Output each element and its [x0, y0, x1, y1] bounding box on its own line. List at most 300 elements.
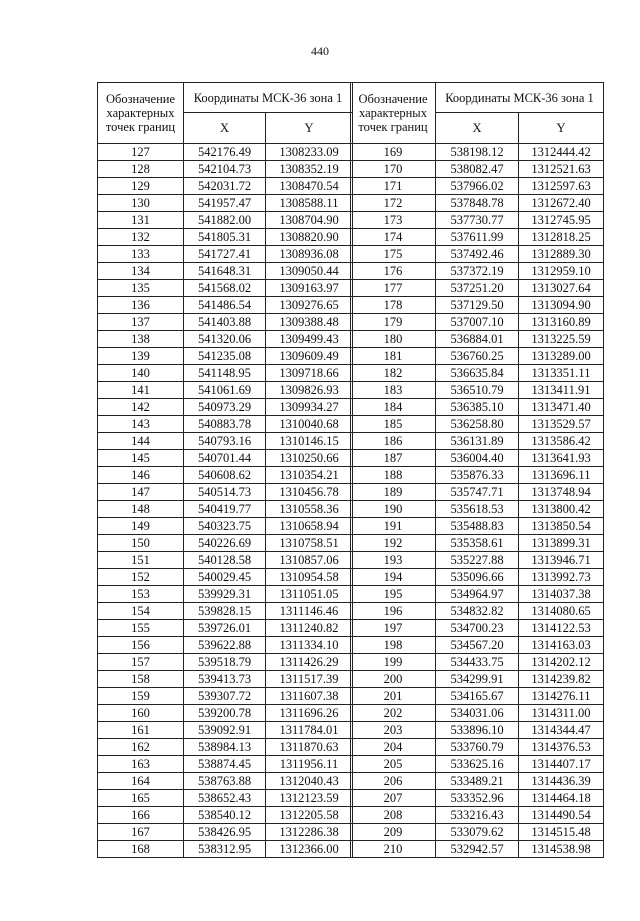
- point-number-cell: 200: [351, 671, 436, 688]
- y-coordinate-cell: 1312205.58: [266, 807, 353, 824]
- point-number-cell: 184: [351, 399, 436, 416]
- y-coordinate-cell: 1311426.29: [266, 654, 353, 671]
- table-row: [351, 739, 604, 756]
- y-coordinate-cell: 1310658.94: [266, 518, 353, 535]
- x-coordinate-cell: 540514.73: [184, 484, 266, 501]
- table-row: [98, 297, 353, 314]
- y-coordinate-cell: 1308352.19: [266, 161, 353, 178]
- table-row: [351, 841, 604, 858]
- y-coordinate-cell: 1309934.27: [266, 399, 353, 416]
- point-number-cell: 186: [351, 433, 436, 450]
- y-coordinate-cell: 1314037.38: [519, 586, 604, 603]
- x-coordinate-cell: 535358.61: [436, 535, 519, 552]
- point-number-cell: 180: [351, 331, 436, 348]
- y-coordinate-cell: 1311051.05: [266, 586, 353, 603]
- point-number-cell: 146: [98, 467, 184, 484]
- table-row: [351, 688, 604, 705]
- table-row: [98, 144, 353, 161]
- point-number-cell: 144: [98, 433, 184, 450]
- table-row: [98, 807, 353, 824]
- y-coordinate-cell: 1312444.42: [519, 144, 604, 161]
- point-number-cell: 165: [98, 790, 184, 807]
- x-coordinate-cell: 541148.95: [184, 365, 266, 382]
- y-coordinate-cell: 1309163.97: [266, 280, 353, 297]
- y-coordinate-cell: 1314202.12: [519, 654, 604, 671]
- table-row: [98, 535, 353, 552]
- table-body-left: [98, 144, 353, 858]
- y-coordinate-cell: 1313946.71: [519, 552, 604, 569]
- table-row: [351, 756, 604, 773]
- point-number-cell: 178: [351, 297, 436, 314]
- point-number-cell: 189: [351, 484, 436, 501]
- table-row: [351, 450, 604, 467]
- table-row: [98, 280, 353, 297]
- y-coordinate-cell: 1312597.63: [519, 178, 604, 195]
- y-coordinate-cell: 1313992.73: [519, 569, 604, 586]
- point-number-cell: 179: [351, 314, 436, 331]
- y-column-header: Y: [519, 113, 604, 144]
- point-number-cell: 171: [351, 178, 436, 195]
- y-coordinate-cell: 1313748.94: [519, 484, 604, 501]
- table-row: [98, 314, 353, 331]
- table-row: [351, 552, 604, 569]
- point-number-cell: 153: [98, 586, 184, 603]
- point-number-cell: 136: [98, 297, 184, 314]
- point-number-cell: 139: [98, 348, 184, 365]
- point-number-cell: 188: [351, 467, 436, 484]
- y-column-header: Y: [266, 113, 353, 144]
- point-number-cell: 143: [98, 416, 184, 433]
- y-coordinate-cell: 1312040.43: [266, 773, 353, 790]
- y-coordinate-cell: 1310146.15: [266, 433, 353, 450]
- point-number-cell: 127: [98, 144, 184, 161]
- x-coordinate-cell: 537129.50: [436, 297, 519, 314]
- point-number-cell: 131: [98, 212, 184, 229]
- y-coordinate-cell: 1309388.48: [266, 314, 353, 331]
- point-number-cell: 181: [351, 348, 436, 365]
- x-coordinate-cell: 534832.82: [436, 603, 519, 620]
- y-coordinate-cell: 1309718.66: [266, 365, 353, 382]
- point-number-cell: 161: [98, 722, 184, 739]
- x-coordinate-cell: 538874.45: [184, 756, 266, 773]
- point-number-cell: 149: [98, 518, 184, 535]
- y-coordinate-cell: 1314538.98: [519, 841, 604, 858]
- x-coordinate-cell: 537251.20: [436, 280, 519, 297]
- point-number-cell: 199: [351, 654, 436, 671]
- table-row: [98, 620, 353, 637]
- point-number-cell: 148: [98, 501, 184, 518]
- coordinates-table-right: [350, 82, 604, 858]
- point-number-cell: 209: [351, 824, 436, 841]
- y-coordinate-cell: 1313160.89: [519, 314, 604, 331]
- y-coordinate-cell: 1312286.38: [266, 824, 353, 841]
- x-coordinate-cell: 542031.72: [184, 178, 266, 195]
- y-coordinate-cell: 1309609.49: [266, 348, 353, 365]
- table-row: [351, 144, 604, 161]
- y-coordinate-cell: 1311334.10: [266, 637, 353, 654]
- x-coordinate-cell: 539828.15: [184, 603, 266, 620]
- x-coordinate-cell: 534165.67: [436, 688, 519, 705]
- x-coordinate-cell: 534964.97: [436, 586, 519, 603]
- x-coordinate-cell: 540973.29: [184, 399, 266, 416]
- table-row: [98, 722, 353, 739]
- table-row: [98, 824, 353, 841]
- table-row: [351, 229, 604, 246]
- y-coordinate-cell: 1311956.11: [266, 756, 353, 773]
- y-coordinate-cell: 1312889.30: [519, 246, 604, 263]
- y-coordinate-cell: 1314122.53: [519, 620, 604, 637]
- x-coordinate-cell: 538312.95: [184, 841, 266, 858]
- point-column-header: Обозначение характерных точек границ: [98, 83, 184, 144]
- table-row: [98, 756, 353, 773]
- x-coordinate-cell: 534567.20: [436, 637, 519, 654]
- y-coordinate-cell: 1311784.01: [266, 722, 353, 739]
- table-row: [98, 501, 353, 518]
- point-number-cell: 164: [98, 773, 184, 790]
- table-row: [351, 331, 604, 348]
- point-number-cell: 207: [351, 790, 436, 807]
- point-number-cell: 193: [351, 552, 436, 569]
- x-coordinate-cell: 539929.31: [184, 586, 266, 603]
- point-number-cell: 154: [98, 603, 184, 620]
- table-row: [98, 331, 353, 348]
- point-number-cell: 142: [98, 399, 184, 416]
- y-coordinate-cell: 1311240.82: [266, 620, 353, 637]
- y-coordinate-cell: 1308936.08: [266, 246, 353, 263]
- x-coordinate-cell: 537848.78: [436, 195, 519, 212]
- y-coordinate-cell: 1309050.44: [266, 263, 353, 280]
- point-number-cell: 194: [351, 569, 436, 586]
- table-row: [98, 212, 353, 229]
- table-row: [98, 671, 353, 688]
- table-body-right: [351, 144, 604, 858]
- y-coordinate-cell: 1310250.66: [266, 450, 353, 467]
- x-coordinate-cell: 541957.47: [184, 195, 266, 212]
- table-row: [98, 739, 353, 756]
- x-coordinate-cell: 535876.33: [436, 467, 519, 484]
- y-coordinate-cell: 1314239.82: [519, 671, 604, 688]
- x-coordinate-cell: 540793.16: [184, 433, 266, 450]
- x-coordinate-cell: 538763.88: [184, 773, 266, 790]
- point-number-cell: 140: [98, 365, 184, 382]
- point-number-cell: 166: [98, 807, 184, 824]
- point-number-cell: 145: [98, 450, 184, 467]
- y-coordinate-cell: 1314464.18: [519, 790, 604, 807]
- coordinates-header: Координаты МСК-36 зона 1: [184, 83, 353, 113]
- x-coordinate-cell: 535488.83: [436, 518, 519, 535]
- point-number-cell: 128: [98, 161, 184, 178]
- table-row: [351, 620, 604, 637]
- x-coordinate-cell: 541882.00: [184, 212, 266, 229]
- x-coordinate-cell: 535747.71: [436, 484, 519, 501]
- y-coordinate-cell: 1310758.51: [266, 535, 353, 552]
- x-coordinate-cell: 533489.21: [436, 773, 519, 790]
- y-coordinate-cell: 1310456.78: [266, 484, 353, 501]
- x-coordinate-cell: 537492.46: [436, 246, 519, 263]
- x-coordinate-cell: 534031.06: [436, 705, 519, 722]
- table-row: [98, 484, 353, 501]
- x-coordinate-cell: 536004.40: [436, 450, 519, 467]
- x-coordinate-cell: 540608.62: [184, 467, 266, 484]
- y-coordinate-cell: 1313225.59: [519, 331, 604, 348]
- y-coordinate-cell: 1311870.63: [266, 739, 353, 756]
- table-row: [98, 399, 353, 416]
- table-row: [98, 263, 353, 280]
- table-row: [98, 518, 353, 535]
- table-row: [351, 824, 604, 841]
- y-coordinate-cell: 1312818.25: [519, 229, 604, 246]
- x-coordinate-cell: 533352.96: [436, 790, 519, 807]
- point-number-cell: 203: [351, 722, 436, 739]
- point-number-cell: 141: [98, 382, 184, 399]
- x-coordinate-cell: 540128.58: [184, 552, 266, 569]
- y-coordinate-cell: 1313094.90: [519, 297, 604, 314]
- x-coordinate-cell: 533625.16: [436, 756, 519, 773]
- x-coordinate-cell: 536635.84: [436, 365, 519, 382]
- point-number-cell: 158: [98, 671, 184, 688]
- table-row: [351, 790, 604, 807]
- point-number-cell: 135: [98, 280, 184, 297]
- x-coordinate-cell: 542176.49: [184, 144, 266, 161]
- y-coordinate-cell: 1312521.63: [519, 161, 604, 178]
- x-coordinate-cell: 533760.79: [436, 739, 519, 756]
- y-coordinate-cell: 1310354.21: [266, 467, 353, 484]
- x-coordinate-cell: 538082.47: [436, 161, 519, 178]
- x-coordinate-cell: 539726.01: [184, 620, 266, 637]
- point-number-cell: 173: [351, 212, 436, 229]
- table-row: [351, 178, 604, 195]
- table-row: [351, 654, 604, 671]
- y-coordinate-cell: 1313529.57: [519, 416, 604, 433]
- y-coordinate-cell: 1313411.91: [519, 382, 604, 399]
- x-coordinate-cell: 533079.62: [436, 824, 519, 841]
- page-number: 440: [311, 44, 329, 58]
- x-coordinate-cell: 536385.10: [436, 399, 519, 416]
- x-coordinate-cell: 540029.45: [184, 569, 266, 586]
- point-number-cell: 159: [98, 688, 184, 705]
- x-coordinate-cell: 539200.78: [184, 705, 266, 722]
- x-coordinate-cell: 538652.43: [184, 790, 266, 807]
- x-coordinate-cell: 540883.78: [184, 416, 266, 433]
- point-number-cell: 167: [98, 824, 184, 841]
- table-row: [351, 212, 604, 229]
- point-number-cell: 208: [351, 807, 436, 824]
- y-coordinate-cell: 1314490.54: [519, 807, 604, 824]
- point-number-cell: 183: [351, 382, 436, 399]
- point-number-cell: 137: [98, 314, 184, 331]
- point-number-cell: 150: [98, 535, 184, 552]
- y-coordinate-cell: 1313899.31: [519, 535, 604, 552]
- table-row: [98, 161, 353, 178]
- table-row: [98, 229, 353, 246]
- x-coordinate-cell: 538426.95: [184, 824, 266, 841]
- y-coordinate-cell: 1310558.36: [266, 501, 353, 518]
- x-coordinate-cell: 535227.88: [436, 552, 519, 569]
- y-coordinate-cell: 1314344.47: [519, 722, 604, 739]
- x-coordinate-cell: 541727.41: [184, 246, 266, 263]
- x-coordinate-cell: 534700.23: [436, 620, 519, 637]
- point-number-cell: 156: [98, 637, 184, 654]
- table-row: [98, 348, 353, 365]
- table-row: [351, 314, 604, 331]
- table-row: [351, 161, 604, 178]
- point-number-cell: 182: [351, 365, 436, 382]
- x-coordinate-cell: 535618.53: [436, 501, 519, 518]
- table-row: [351, 484, 604, 501]
- point-number-cell: 192: [351, 535, 436, 552]
- table-row: [98, 246, 353, 263]
- y-coordinate-cell: 1308588.11: [266, 195, 353, 212]
- x-coordinate-cell: 538198.12: [436, 144, 519, 161]
- table-row: [98, 195, 353, 212]
- x-coordinate-cell: 539092.91: [184, 722, 266, 739]
- point-number-cell: 195: [351, 586, 436, 603]
- x-coordinate-cell: 537611.99: [436, 229, 519, 246]
- table-row: [98, 688, 353, 705]
- point-number-cell: 163: [98, 756, 184, 773]
- x-coordinate-cell: 541320.06: [184, 331, 266, 348]
- y-coordinate-cell: 1314276.11: [519, 688, 604, 705]
- y-coordinate-cell: 1313696.11: [519, 467, 604, 484]
- table-row: [98, 841, 353, 858]
- y-coordinate-cell: 1309826.93: [266, 382, 353, 399]
- y-coordinate-cell: 1309276.65: [266, 297, 353, 314]
- point-number-cell: 190: [351, 501, 436, 518]
- y-coordinate-cell: 1314311.00: [519, 705, 604, 722]
- x-coordinate-cell: 540226.69: [184, 535, 266, 552]
- point-number-cell: 132: [98, 229, 184, 246]
- x-column-header: X: [436, 113, 519, 144]
- point-number-cell: 130: [98, 195, 184, 212]
- y-coordinate-cell: 1312959.10: [519, 263, 604, 280]
- x-coordinate-cell: 540323.75: [184, 518, 266, 535]
- point-number-cell: 175: [351, 246, 436, 263]
- table-row: [351, 501, 604, 518]
- table-row: [351, 586, 604, 603]
- table-row: [351, 603, 604, 620]
- point-number-cell: 197: [351, 620, 436, 637]
- point-number-cell: 134: [98, 263, 184, 280]
- point-number-cell: 196: [351, 603, 436, 620]
- x-coordinate-cell: 541235.08: [184, 348, 266, 365]
- table-row: [351, 399, 604, 416]
- table-row: [98, 705, 353, 722]
- y-coordinate-cell: 1312366.00: [266, 841, 353, 858]
- y-coordinate-cell: 1310954.58: [266, 569, 353, 586]
- point-number-cell: 176: [351, 263, 436, 280]
- y-coordinate-cell: 1310040.68: [266, 416, 353, 433]
- coordinates-table-left: [97, 82, 353, 858]
- point-number-cell: 191: [351, 518, 436, 535]
- y-coordinate-cell: 1312745.95: [519, 212, 604, 229]
- y-coordinate-cell: 1308233.09: [266, 144, 353, 161]
- point-number-cell: 177: [351, 280, 436, 297]
- x-coordinate-cell: 541568.02: [184, 280, 266, 297]
- x-coordinate-cell: 537966.02: [436, 178, 519, 195]
- y-coordinate-cell: 1314436.39: [519, 773, 604, 790]
- y-coordinate-cell: 1313800.42: [519, 501, 604, 518]
- table-row: [351, 705, 604, 722]
- point-number-cell: 172: [351, 195, 436, 212]
- table-row: [351, 518, 604, 535]
- y-coordinate-cell: 1314407.17: [519, 756, 604, 773]
- table-row: [351, 773, 604, 790]
- x-coordinate-cell: 541403.88: [184, 314, 266, 331]
- x-coordinate-cell: 539413.73: [184, 671, 266, 688]
- table-row: [351, 297, 604, 314]
- point-number-cell: 201: [351, 688, 436, 705]
- point-number-cell: 162: [98, 739, 184, 756]
- y-coordinate-cell: 1311696.26: [266, 705, 353, 722]
- point-number-cell: 129: [98, 178, 184, 195]
- x-coordinate-cell: 533216.43: [436, 807, 519, 824]
- x-coordinate-cell: 533896.10: [436, 722, 519, 739]
- table-row: [98, 382, 353, 399]
- table-row: [351, 365, 604, 382]
- point-number-cell: 170: [351, 161, 436, 178]
- y-coordinate-cell: 1313586.42: [519, 433, 604, 450]
- point-number-cell: 169: [351, 144, 436, 161]
- point-number-cell: 157: [98, 654, 184, 671]
- point-number-cell: 138: [98, 331, 184, 348]
- y-coordinate-cell: 1308820.90: [266, 229, 353, 246]
- table-row: [98, 450, 353, 467]
- x-coordinate-cell: 536510.79: [436, 382, 519, 399]
- y-coordinate-cell: 1314515.48: [519, 824, 604, 841]
- x-coordinate-cell: 540419.77: [184, 501, 266, 518]
- x-column-header: X: [184, 113, 266, 144]
- point-number-cell: 205: [351, 756, 436, 773]
- point-number-cell: 185: [351, 416, 436, 433]
- coordinates-header: Координаты МСК-36 зона 1: [436, 83, 604, 113]
- y-coordinate-cell: 1312672.40: [519, 195, 604, 212]
- table-row: [98, 467, 353, 484]
- x-coordinate-cell: 539307.72: [184, 688, 266, 705]
- table-row: [351, 280, 604, 297]
- x-coordinate-cell: 534299.91: [436, 671, 519, 688]
- point-number-cell: 204: [351, 739, 436, 756]
- point-number-cell: 147: [98, 484, 184, 501]
- x-coordinate-cell: 539518.79: [184, 654, 266, 671]
- x-coordinate-cell: 536760.25: [436, 348, 519, 365]
- x-coordinate-cell: 534433.75: [436, 654, 519, 671]
- table-row: [351, 263, 604, 280]
- y-coordinate-cell: 1314163.03: [519, 637, 604, 654]
- x-coordinate-cell: 539622.88: [184, 637, 266, 654]
- table-row: [98, 569, 353, 586]
- point-number-cell: 206: [351, 773, 436, 790]
- y-coordinate-cell: 1311607.38: [266, 688, 353, 705]
- point-number-cell: 155: [98, 620, 184, 637]
- table-row: [351, 637, 604, 654]
- point-number-cell: 168: [98, 841, 184, 858]
- table-row: [98, 552, 353, 569]
- y-coordinate-cell: 1313351.11: [519, 365, 604, 382]
- table-row: [98, 365, 353, 382]
- x-coordinate-cell: 535096.66: [436, 569, 519, 586]
- x-coordinate-cell: 537730.77: [436, 212, 519, 229]
- x-coordinate-cell: 536131.89: [436, 433, 519, 450]
- y-coordinate-cell: 1311517.39: [266, 671, 353, 688]
- table-row: [351, 246, 604, 263]
- y-coordinate-cell: 1313289.00: [519, 348, 604, 365]
- x-coordinate-cell: 542104.73: [184, 161, 266, 178]
- y-coordinate-cell: 1314376.53: [519, 739, 604, 756]
- point-column-header: Обозначение характерных точек границ: [351, 83, 436, 144]
- table-row: [351, 467, 604, 484]
- y-coordinate-cell: 1312123.59: [266, 790, 353, 807]
- table-row: [98, 603, 353, 620]
